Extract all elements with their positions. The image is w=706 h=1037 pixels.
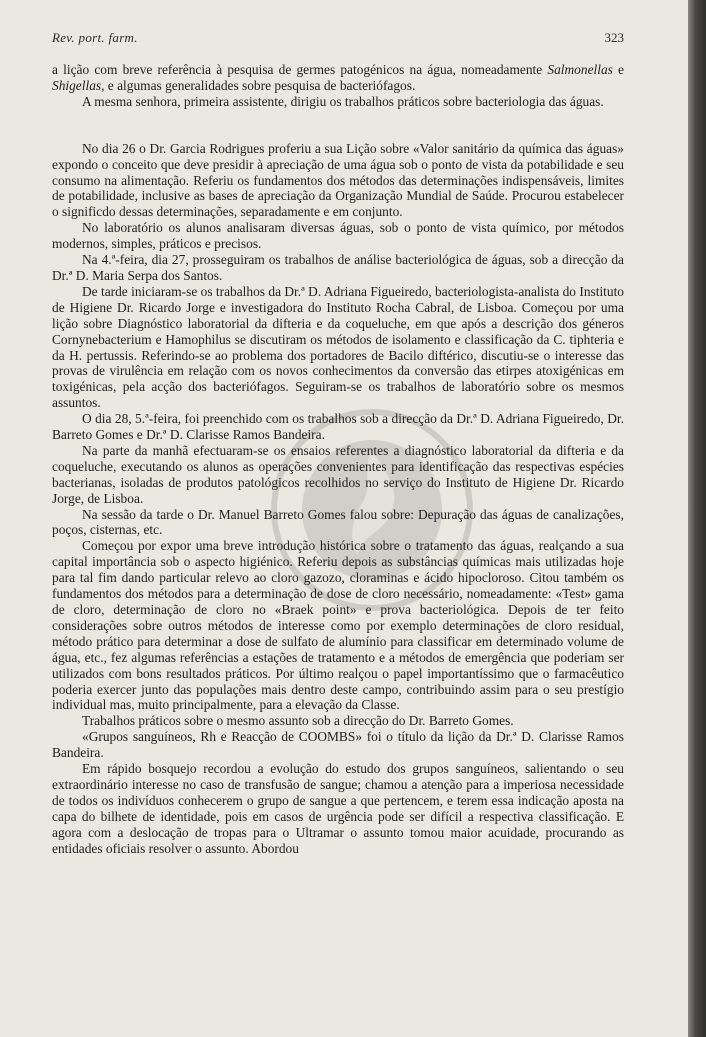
page-header: [52, 30, 624, 48]
paragraph-afternoon-diphtheria: De tarde iniciaram-se os trabalhos da Dr.ª D. Adriana Figueiredo, bacteriologista-analista do Instituto de Higiene Dr. Ricardo Jorge e investigadora do Instituto Rocha Cabral, de Lisboa. Começou por uma lição sobre Diagnóstico laboratorial da difteria e da coqueluche, em que após a descrição dos géneros Cornynebacterium e Hamophilus se discutiram os métodos de isolamento e classificação da C. tiphteria e da H. pertussis. Referindo-se ao problema dos portadores de Bacilo diftérico, discutiu-se o interesse das provas de virulência em relação com os novos conhecimentos da conversão das etirpes atoxigénicas em toxigénicas, pela acção dos bacteriófagos. Seguiram-se os trabalhos de laboratório sobre os mesmos assuntos.: [52, 283, 624, 411]
paragraph-blood-groups-summary: Em rápido bosquejo recordou a evolução do estudo dos grupos sanguíneos, salientando o seu extraordinário interesse no caso de transfusão de sangue; chamou a atenção para a imperiosa necessidade de todos os indivíduos conhecerem o grupo de sangue a que pertencem, e terem essa indicação aposta na capa do bilhete de identidade, pois em casos de urgência pode ser difícil a respectiva classificação. E agora com a deslocação de tropas para o Ultramar o assunto tomou maior acuidade, procurando as entidades oficiais resolver o assunto. Abordou: [52, 761, 624, 856]
paragraph-day-27: Na 4.ª-feira, dia 27, prosseguiram os trabalhos de análise bacteriológica de águas, sob a direcção da Dr.ª D. Maria Serpa dos Santos.: [52, 252, 624, 283]
paragraph-water-treatment: Começou por expor uma breve introdução histórica sobre o tratamento das águas, realçando a sua capital importância sob o aspecto higiénico. Referiu depois as substâncias químicas mais utilizadas hoje para tal fim dando particular relevo ao cloro gazozo, cloraminas e ácido hipocloroso. Citou também os fundamentos dos métodos para a determinação de dose de cloro necessário, nomeadamente: «Test» gama de cloro, determinação de cloro no «Braek point» e prova bacteriológica. Depois de ter feito considerações sobre outros métodos de interesse como por exemplo determinações de cloro residual, método prático para determinar a dose de sulfato de alumínio para classificar em determinado volume de água, etc., fez algumas referências a estações de tratamento e a métodos de emergência que poderiam ser utilizados com bons resultados práticos. Por último realçou o papel importantíssimo que o farmacêutico poderia exercer junto das populações mais dentro deste campo, contribuindo assim para o seu prestígio individual mas, muito principalmente, para a elevação da Classe.: [52, 538, 624, 713]
running-head: Rev. port. farm.: [52, 30, 138, 45]
paragraph-practical-work: Trabalhos práticos sobre o mesmo assunto sob a direcção do Dr. Barreto Gomes.: [82, 713, 514, 729]
scan-edge: [688, 0, 706, 1037]
paragraph-lab-chemistry: No laboratório os alunos analisaram diversas águas, sob o ponto de vista químico, por métodos modernos, simples, práticos e precisos.: [52, 220, 624, 252]
genus-name: Shigellas: [52, 77, 102, 93]
paragraph-morning-assays: Na parte da manhã efectuaram-se os ensaios referentes a diagnóstico laboratorial da difteria e da coqueluche, executando os alunos as operações convenientes para identificação das respectivas espécies bacterianas, isoladas de produtos patológicos recolhidos no serviço do Instituto de Higiene Dr. Ricardo Jorge, de Lisboa.: [52, 442, 624, 506]
paragraph-blood-groups-title: «Grupos sanguíneos, Rh e Reacção de COOMBS» foi o título da lição da Dr.ª D. Clarisse Ramos Bandeira.: [52, 729, 624, 761]
paragraph-day-26-lecture: No dia 26 o Dr. Garcia Rodrigues proferiu a sua Lição sobre «Valor sanitário da química das águas» expondo o conceito que deve presidir à apreciação de uma água sob o ponto de vista da potabilidade e seu consumo na alimentação. Referiu os fundamentos dos métodos das determinações indispensáveis, limites de potabilidade, inclusive as bases de apreciação da Organização Mundial de Saúde. Procurou estabelecer o significdo dessas determinações, separadamente e em conjunto.: [52, 140, 624, 220]
article-body: [52, 62, 624, 857]
genus-name: Salmonellas: [547, 62, 613, 77]
paragraph-day-28: O dia 28, 5.ª-feira, foi preenchido com os trabalhos sob a direcção da Dr.ª D. Adriana Figueiredo, Dr. Barreto Gomes e Dr.ª D. Clarisse Ramos Bandeira.: [52, 411, 624, 443]
paragraph-practical-bacteriology: A mesma senhora, primeira assistente, dirigiu os trabalhos práticos sobre bacteriologia das águas.: [82, 93, 604, 109]
page-number: 323: [604, 30, 624, 45]
paragraph-afternoon-session: Na sessão da tarde o Dr. Manuel Barreto Gomes falou sobre: Depuração das águas de canalizações, poços, cisternas, etc.: [52, 506, 624, 538]
paragraph-continuation: a lição com breve referência à pesquisa de germes patogénicos na água, nomeadamente Salmonellas e Shigellas, e algumas generalidades sobre pesquisa de bacteriófagos.: [52, 62, 624, 93]
